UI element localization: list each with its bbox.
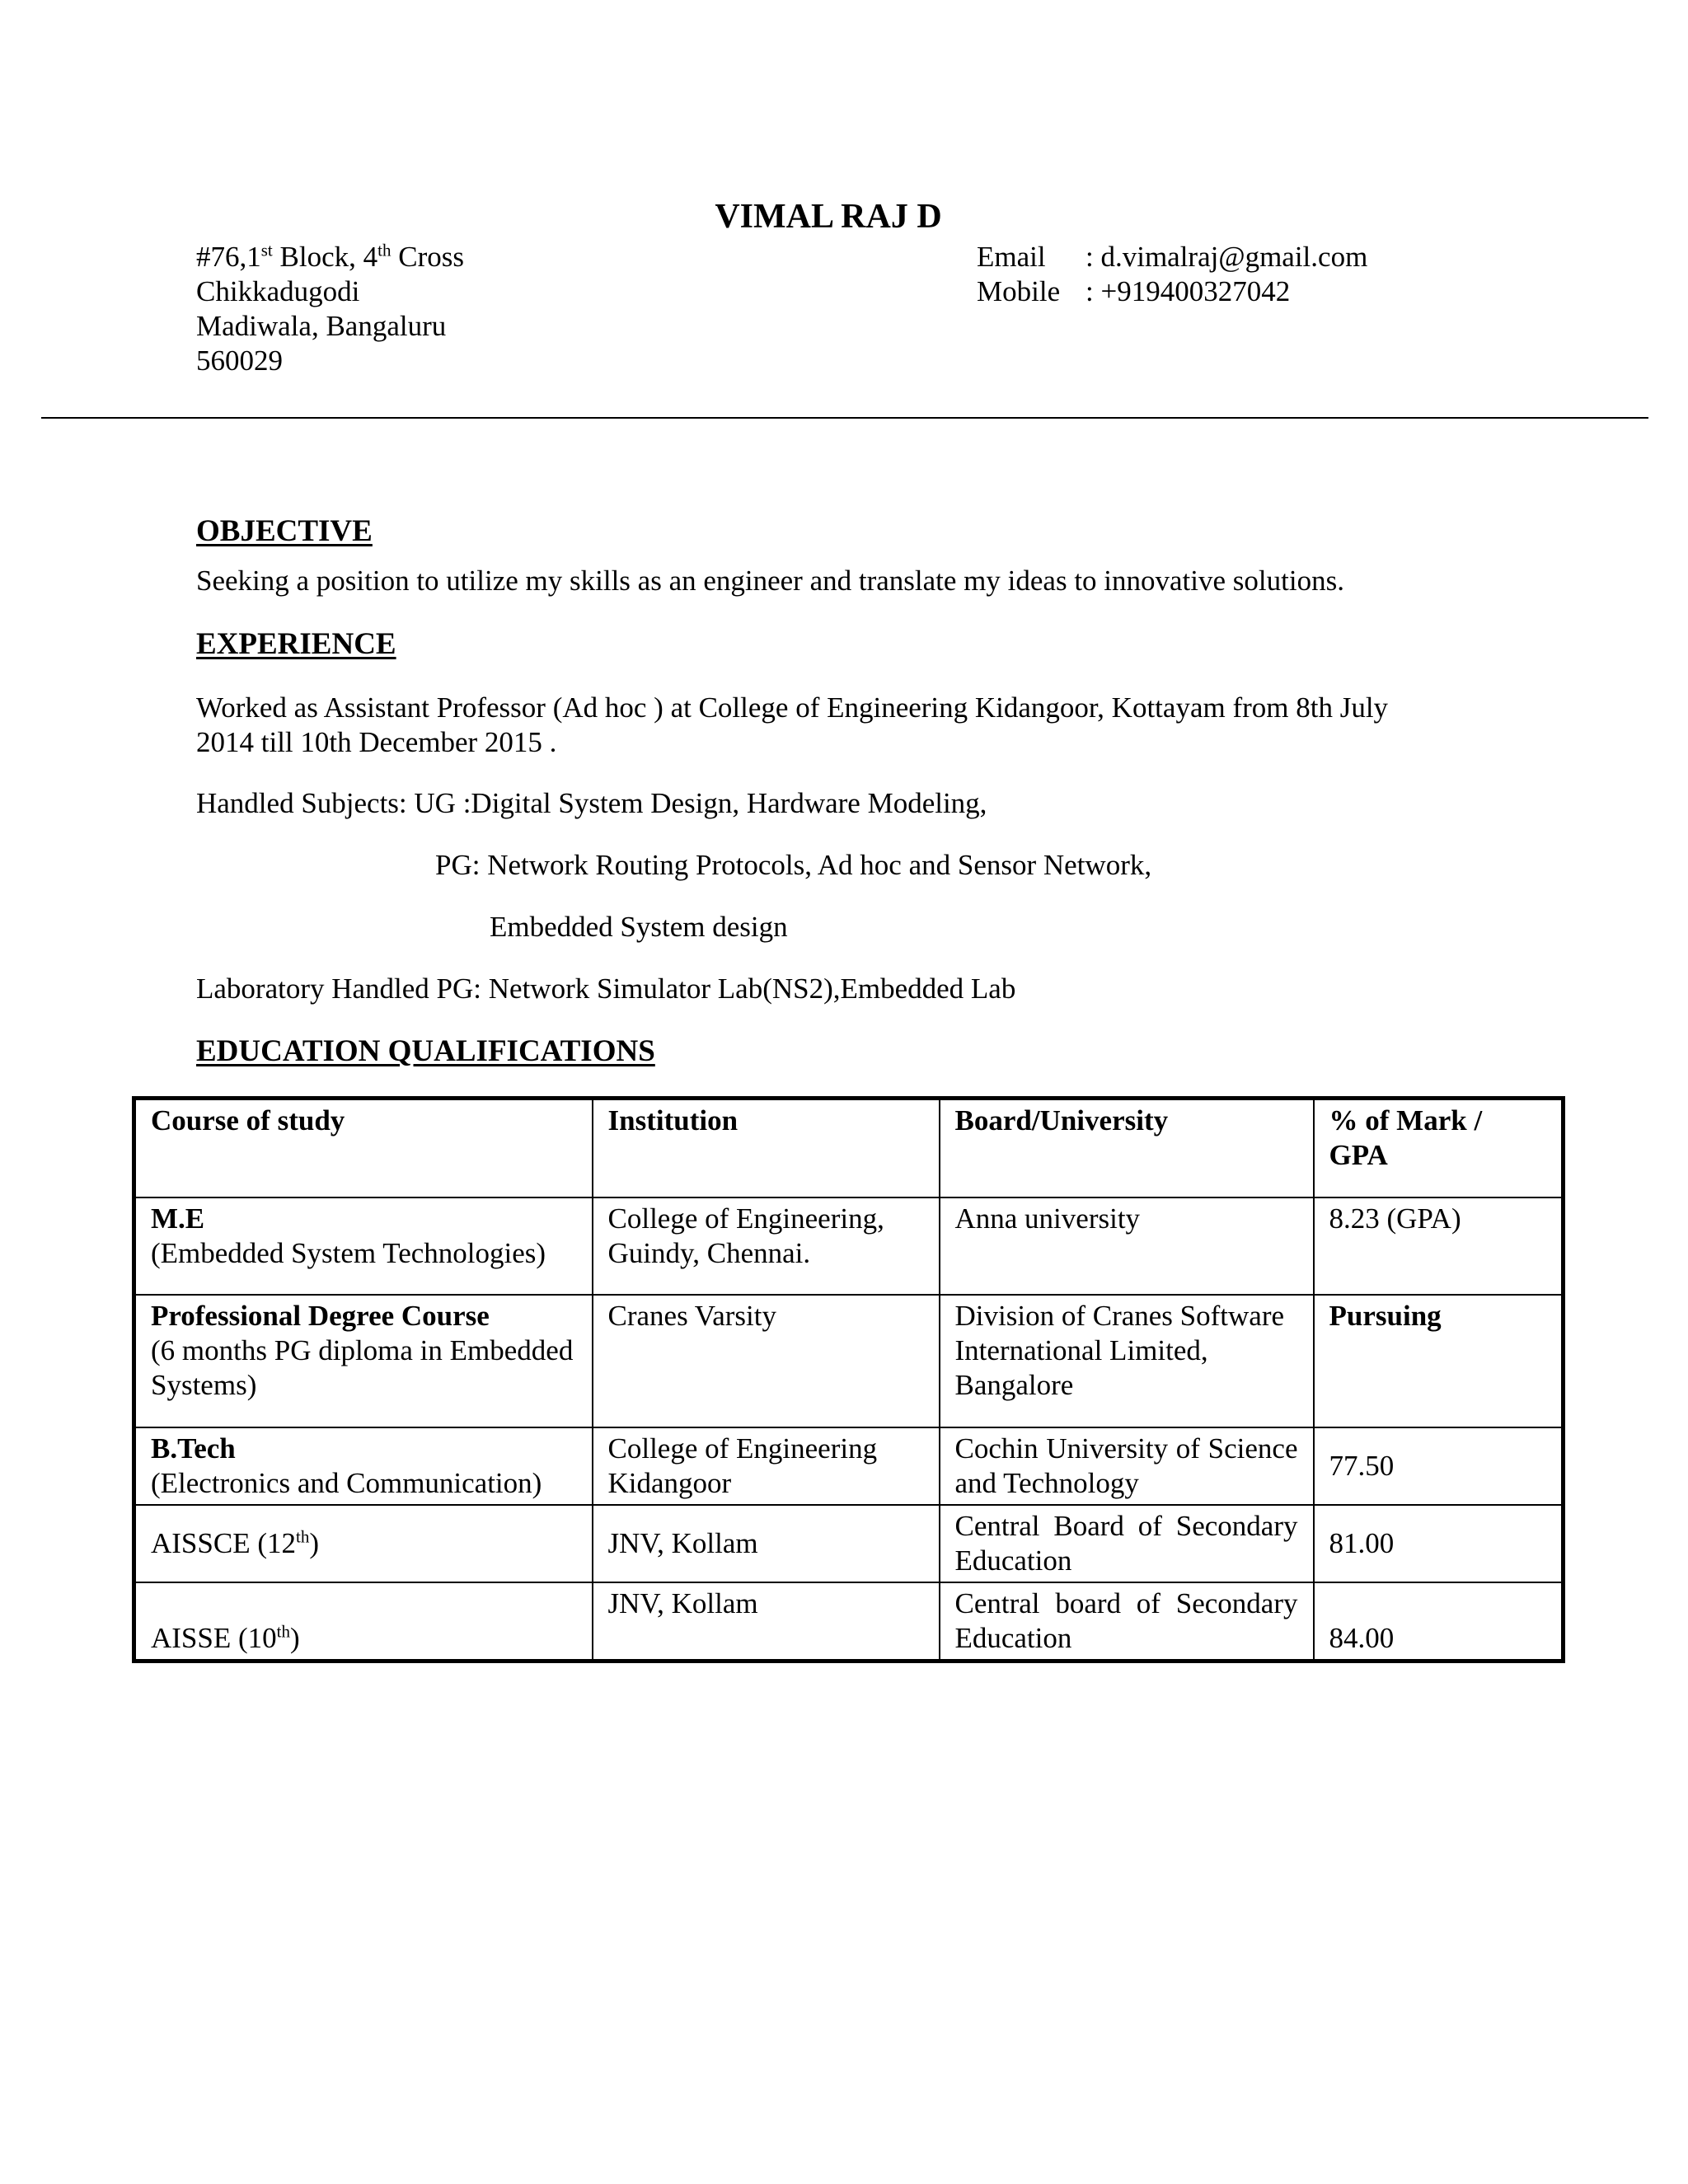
subjects-pg: PG: Network Routing Protocols, Ad hoc and Sensor Network,	[435, 849, 1152, 881]
course-cell	[134, 1295, 593, 1427]
table-row	[134, 1197, 1564, 1295]
table-row	[134, 1295, 1564, 1427]
board-cell: Anna university	[940, 1197, 1314, 1295]
board-cell: Central board of Secondary Education	[940, 1582, 1314, 1661]
course-title: Professional Degree Course	[151, 1299, 490, 1332]
course-cell: AISSCE (12th)	[134, 1505, 593, 1582]
institution-cell: JNV, Kollam	[593, 1582, 940, 1661]
board-cell: Division of Cranes Software International Limited, Bangalore	[940, 1295, 1314, 1427]
header-course: Course of study	[134, 1099, 593, 1197]
address-line-2: Chikkadugodi	[196, 275, 360, 307]
header-divider	[41, 417, 1648, 419]
institution-cell: JNV, Kollam	[593, 1505, 940, 1582]
board-cell: Central Board of Secondary Education	[940, 1505, 1314, 1582]
education-table	[132, 1096, 1565, 1663]
table-row	[134, 1505, 1564, 1582]
mobile-line	[977, 274, 1290, 309]
course-cell: AISSE (10th)	[134, 1582, 593, 1661]
subjects-pg-continued: Embedded System design	[490, 911, 788, 943]
course-detail: (Embedded System Technologies)	[151, 1236, 546, 1269]
course-detail: (6 months PG diploma in Embedded Systems)	[151, 1333, 574, 1401]
experience-line-2: 2014 till 10th December 2015 .	[196, 726, 557, 758]
mobile-value: : +919400327042	[1085, 275, 1291, 307]
course-detail: (Electronics and Communication)	[151, 1466, 542, 1499]
objective-heading: OBJECTIVE	[196, 514, 373, 548]
course-cell	[134, 1197, 593, 1295]
objective-text: Seeking a position to utilize my skills as an engineer and translate my ideas to innovative solutions.	[196, 565, 1344, 597]
mark-cell: 84.00	[1314, 1582, 1564, 1661]
table-row	[134, 1582, 1564, 1661]
address-line-4: 560029	[196, 344, 283, 377]
header-institution: Institution	[593, 1099, 940, 1197]
course-cell	[134, 1427, 593, 1505]
education-heading: EDUCATION QUALIFICATIONS	[196, 1034, 655, 1068]
email-label: Email	[977, 241, 1046, 273]
institution-cell: College of Engineering, Guindy, Chennai.	[593, 1197, 940, 1295]
subjects-ug: Handled Subjects: UG :Digital System Design, Hardware Modeling,	[196, 787, 987, 819]
institution-cell: College of Engineering Kidangoor	[593, 1427, 940, 1505]
mark-cell: 77.50	[1314, 1427, 1564, 1505]
email-value: : d.vimalraj@gmail.com	[1085, 241, 1368, 273]
course-title: B.Tech	[151, 1432, 236, 1465]
mobile-label: Mobile	[977, 275, 1061, 307]
experience-heading: EXPERIENCE	[196, 627, 396, 661]
mark-cell: 8.23 (GPA)	[1314, 1197, 1564, 1295]
address-line-3: Madiwala, Bangaluru	[196, 310, 447, 342]
table-row	[134, 1427, 1564, 1505]
email-line	[977, 240, 1367, 274]
board-cell: Cochin University of Science and Technology	[940, 1427, 1314, 1505]
table-header-row	[134, 1099, 1564, 1197]
course-title: M.E	[151, 1202, 205, 1235]
mark-cell: Pursuing	[1314, 1295, 1564, 1427]
header-mark: % of Mark / GPA	[1314, 1099, 1564, 1197]
experience-line-1: Worked as Assistant Professor (Ad hoc ) at College of Engineering Kidangoor, Kottayam from 8th July	[196, 691, 1389, 724]
address-line-1: #76,1st Block, 4th Cross	[196, 240, 464, 273]
header-board: Board/University	[940, 1099, 1314, 1197]
institution-cell: Cranes Varsity	[593, 1295, 940, 1427]
mark-cell: 81.00	[1314, 1505, 1564, 1582]
candidate-name: VIMAL RAJ D	[715, 198, 942, 236]
laboratory-handled: Laboratory Handled PG: Network Simulator Lab(NS2),Embedded Lab	[196, 972, 1016, 1005]
